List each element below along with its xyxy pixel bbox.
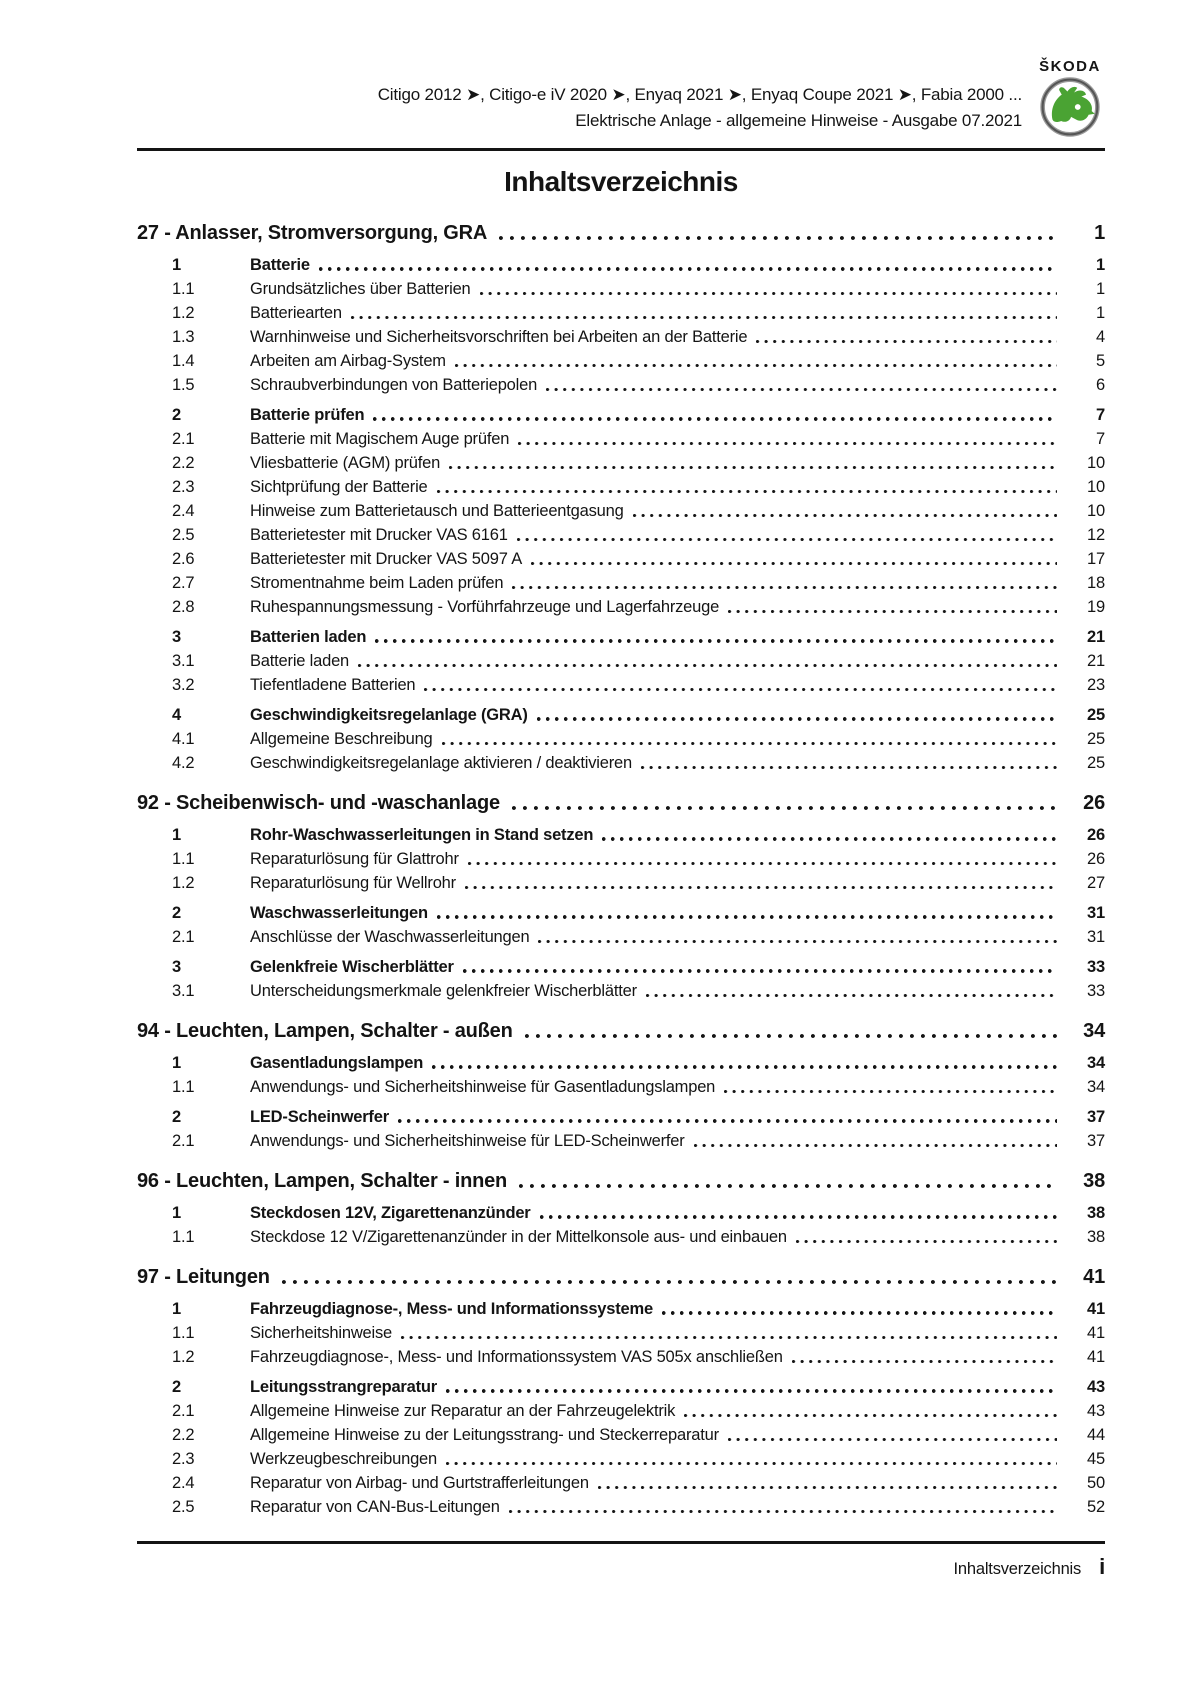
dot-leader <box>480 277 1057 301</box>
toc-entry-row <box>137 625 1105 649</box>
toc-entry-number: 2.1 <box>172 1402 195 1420</box>
toc-chapter-label: 27 - Anlasser, Stromversorgung, GRA <box>137 222 488 244</box>
toc-entry-row <box>137 847 1105 871</box>
toc-entry-page: 5 <box>1096 352 1105 370</box>
toc-entry-title: Anwendungs- und Sicherheitshinweise für LED-Scheinwerfer <box>250 1132 685 1150</box>
toc-entry-title: Leitungsstrangreparatur <box>250 1378 438 1396</box>
toc-entry-title: Tiefentladene Batterien <box>250 676 416 694</box>
toc-chapter-label: 92 - Scheibenwisch- und -waschanlage <box>137 792 500 814</box>
toc-entry-row <box>137 277 1105 301</box>
toc-entry-number: 1 <box>172 1300 181 1318</box>
toc-entry-page: 41 <box>1087 1348 1105 1366</box>
toc-entry-title: Vliesbatterie (AGM) prüfen <box>250 454 441 472</box>
dot-leader <box>446 1447 1057 1471</box>
toc-entry-page: 18 <box>1087 574 1105 592</box>
toc-entry-title: Reparaturlösung für Glattrohr <box>250 850 459 868</box>
dot-leader <box>694 1129 1057 1153</box>
toc-entry-number: 2.7 <box>172 574 195 592</box>
toc-entry-number: 1.1 <box>172 1078 195 1096</box>
dot-leader <box>319 253 1057 277</box>
toc-entry-page: 50 <box>1087 1474 1105 1492</box>
toc-entry-title: Reparaturlösung für Wellrohr <box>250 874 456 892</box>
toc-entry-title: Batterien laden <box>250 628 367 646</box>
toc-entry-row <box>137 253 1105 277</box>
toc-entry-row <box>137 901 1105 925</box>
toc-entry-page: 10 <box>1087 478 1105 496</box>
toc-entry-page: 19 <box>1087 598 1105 616</box>
toc-entry-page: 33 <box>1087 958 1105 976</box>
toc-entry-row <box>137 373 1105 397</box>
dot-leader <box>358 649 1057 673</box>
toc-entry-row <box>137 349 1105 373</box>
footer-page-number: i <box>1099 1554 1105 1579</box>
toc-chapter <box>137 789 1105 1003</box>
toc-entry-number: 3 <box>172 628 181 646</box>
header-text <box>378 82 1022 138</box>
toc-chapter-row <box>137 219 1105 247</box>
toc-entry-row <box>137 871 1105 895</box>
toc-entry-number: 1.2 <box>172 1348 195 1366</box>
toc-entry-number: 2.3 <box>172 478 195 496</box>
skoda-logo-icon <box>1039 76 1101 138</box>
toc-chapter-page: 34 <box>1083 1020 1105 1042</box>
toc-entry-title: Gasentladungslampen <box>250 1054 424 1072</box>
toc-entry-number: 1.5 <box>172 376 195 394</box>
dot-leader <box>662 1297 1057 1321</box>
dot-leader <box>499 219 1057 247</box>
toc-entry-row <box>137 571 1105 595</box>
toc-entry-title: Rohr-Waschwasserleitungen in Stand setzen <box>250 826 594 844</box>
toc-entry-row <box>137 1375 1105 1399</box>
toc-entry-title: Batterie <box>250 256 310 274</box>
toc-entry-row <box>137 979 1105 1003</box>
toc-entry-title: Unterscheidungsmerkmale gelenkfreier Wischerblätter <box>250 982 637 1000</box>
toc-entry-number: 1 <box>172 826 181 844</box>
toc-entry-number: 2.5 <box>172 1498 195 1516</box>
toc-entry-title: Schraubverbindungen von Batteriepolen <box>250 376 538 394</box>
toc-entry-title: Werkzeugbeschreibungen <box>250 1450 438 1468</box>
dot-leader <box>512 571 1057 595</box>
header-rule <box>137 148 1105 151</box>
toc-entry-page: 6 <box>1096 376 1105 394</box>
toc-entry-page: 21 <box>1087 652 1105 670</box>
toc-entry-title: Reparatur von Airbag- und Gurtstrafferleitungen <box>250 1474 589 1492</box>
dot-leader <box>728 1423 1057 1447</box>
toc-entry-number: 2.4 <box>172 502 195 520</box>
toc-entry-title: Steckdosen 12V, Zigarettenanzünder <box>250 1204 531 1222</box>
dot-leader <box>646 979 1057 1003</box>
toc-chapter-page: 26 <box>1083 792 1105 814</box>
dot-leader <box>375 625 1057 649</box>
toc-entry-title: Batteriearten <box>250 304 342 322</box>
toc-entry-title: Hinweise zum Batterietausch und Batterieentgasung <box>250 502 624 520</box>
toc-entry-number: 3 <box>172 958 181 976</box>
toc-entry-number: 2.5 <box>172 526 195 544</box>
toc-entry-number: 1.2 <box>172 304 195 322</box>
toc-entry-page: 38 <box>1087 1228 1105 1246</box>
dot-leader <box>449 451 1057 475</box>
toc-entry-title: Anwendungs- und Sicherheitshinweise für Gasentladungslampen <box>250 1078 716 1096</box>
dot-leader <box>728 595 1057 619</box>
dot-leader <box>432 1051 1057 1075</box>
toc-entry-number: 1.3 <box>172 328 195 346</box>
toc-entry-page: 43 <box>1087 1378 1105 1396</box>
dot-leader <box>463 955 1057 979</box>
toc-entry-row <box>137 301 1105 325</box>
dot-leader <box>468 847 1057 871</box>
toc-chapter <box>137 1017 1105 1153</box>
toc-entry-number: 1.4 <box>172 352 195 370</box>
toc-entry-page: 1 <box>1096 304 1105 322</box>
toc-entry-number: 1.1 <box>172 280 195 298</box>
dot-leader <box>401 1321 1057 1345</box>
dot-leader <box>446 1375 1057 1399</box>
toc-entry-number: 2.8 <box>172 598 195 616</box>
toc-entry-title: Fahrzeugdiagnose-, Mess- und Informationssysteme <box>250 1300 653 1318</box>
toc-chapter <box>137 1167 1105 1249</box>
toc-entry-number: 2.2 <box>172 1426 195 1444</box>
toc-entry-row <box>137 427 1105 451</box>
toc-entry-page: 26 <box>1087 826 1105 844</box>
dot-leader <box>546 373 1057 397</box>
toc-entry-title: Warnhinweise und Sicherheitsvorschriften bei Arbeiten an der Batterie <box>250 328 748 346</box>
toc-entry-number: 2.1 <box>172 1132 195 1150</box>
toc-entry-number: 2 <box>172 1108 181 1126</box>
dot-leader <box>517 523 1057 547</box>
toc-entry-title: Geschwindigkeitsregelanlage aktivieren / deaktivieren <box>250 754 632 772</box>
toc-entry-row <box>137 1447 1105 1471</box>
dot-leader <box>351 301 1057 325</box>
toc-entry-title: Sichtprüfung der Batterie <box>250 478 428 496</box>
dot-leader <box>373 403 1057 427</box>
toc-entry-row <box>137 1105 1105 1129</box>
footer-label: Inhaltsverzeichnis <box>953 1560 1082 1578</box>
toc-entry-number: 2.6 <box>172 550 195 568</box>
toc-entry-number: 2.4 <box>172 1474 195 1492</box>
dot-leader <box>512 789 1057 817</box>
toc-entry-title: Sicherheitshinweise <box>250 1324 393 1342</box>
footer-rule <box>137 1541 1105 1544</box>
toc-entry-page: 1 <box>1096 280 1105 298</box>
toc-entry-page: 34 <box>1087 1054 1105 1072</box>
toc-entry-page: 1 <box>1096 256 1105 274</box>
toc-chapter-row <box>137 1167 1105 1195</box>
page-header <box>0 0 1191 138</box>
dot-leader <box>518 427 1057 451</box>
toc-entry-page: 25 <box>1087 706 1105 724</box>
toc-entry-title: Gelenkfreie Wischerblätter <box>250 958 454 976</box>
toc-entry-row <box>137 523 1105 547</box>
toc-chapter-label: 97 - Leitungen <box>137 1266 270 1288</box>
toc-entry-page: 23 <box>1087 676 1105 694</box>
dot-leader <box>724 1075 1057 1099</box>
toc-entry-page: 17 <box>1087 550 1105 568</box>
toc-entry-number: 4.2 <box>172 754 195 772</box>
dot-leader <box>538 925 1057 949</box>
toc-entry-number: 4.1 <box>172 730 195 748</box>
toc-entry-title: Allgemeine Hinweise zur Reparatur an der Fahrzeugelektrik <box>250 1402 676 1420</box>
toc-entry-page: 43 <box>1087 1402 1105 1420</box>
toc-entry-row <box>137 1345 1105 1369</box>
toc-entry-row <box>137 325 1105 349</box>
toc-entry-page: 44 <box>1087 1426 1105 1444</box>
toc-entry-row <box>137 451 1105 475</box>
toc-entry-title: Arbeiten am Airbag-System <box>250 352 446 370</box>
toc-chapter-page: 38 <box>1083 1170 1105 1192</box>
toc-entry-row <box>137 1321 1105 1345</box>
dot-leader <box>756 325 1057 349</box>
toc-entry-title: Batterie mit Magischem Auge prüfen <box>250 430 510 448</box>
toc-chapter-row <box>137 1017 1105 1045</box>
toc-entry-title: Geschwindigkeitsregelanlage (GRA) <box>250 706 528 724</box>
toc-entry-row <box>137 1297 1105 1321</box>
toc-entry-number: 1.1 <box>172 1228 195 1246</box>
toc-entry-number: 2.3 <box>172 1450 195 1468</box>
dot-leader <box>509 1495 1057 1519</box>
toc-entry-page: 34 <box>1087 1078 1105 1096</box>
dot-leader <box>598 1471 1057 1495</box>
toc-entry-number: 1 <box>172 1054 181 1072</box>
toc-entry-row <box>137 475 1105 499</box>
toc-entry-page: 25 <box>1087 754 1105 772</box>
dot-leader <box>455 349 1057 373</box>
toc-entry-row <box>137 751 1105 775</box>
toc-entry-title: Batterietester mit Drucker VAS 6161 <box>250 526 508 544</box>
toc-entry-page: 27 <box>1087 874 1105 892</box>
toc-entry-row <box>137 1225 1105 1249</box>
skoda-logo <box>1035 58 1105 138</box>
toc-entry-title: Anschlüsse der Waschwasserleitungen <box>250 928 530 946</box>
toc-entry-page: 37 <box>1087 1132 1105 1150</box>
toc-entry-row <box>137 547 1105 571</box>
toc-entry-page: 41 <box>1087 1300 1105 1318</box>
toc-entry-number: 3.1 <box>172 652 195 670</box>
toc-entry-page: 25 <box>1087 730 1105 748</box>
toc-chapter-row <box>137 789 1105 817</box>
toc-entry-page: 31 <box>1087 928 1105 946</box>
toc-entry-title: Fahrzeugdiagnose-, Mess- und Informationssystem VAS 505x anschließen <box>250 1348 783 1366</box>
toc-entry-number: 4 <box>172 706 181 724</box>
toc-entry-number: 2 <box>172 406 181 424</box>
toc-chapter-page: 41 <box>1083 1266 1105 1288</box>
dot-leader <box>792 1345 1057 1369</box>
toc-chapter <box>137 219 1105 775</box>
toc-entry-title: Grundsätzliches über Batterien <box>250 280 471 298</box>
dot-leader <box>602 823 1057 847</box>
toc-entry-row <box>137 1075 1105 1099</box>
toc-chapter-page: 1 <box>1094 222 1105 244</box>
toc-entry-page: 4 <box>1096 328 1105 346</box>
toc-chapter-row <box>137 1263 1105 1291</box>
toc-entry-page: 7 <box>1096 406 1105 424</box>
toc-entry-row <box>137 649 1105 673</box>
toc-entry-title: Reparatur von CAN-Bus-Leitungen <box>250 1498 500 1516</box>
page-title: Inhaltsverzeichnis <box>504 166 738 197</box>
toc-entry-number: 2.1 <box>172 928 195 946</box>
toc-entry-page: 33 <box>1087 982 1105 1000</box>
toc-entry-row <box>137 823 1105 847</box>
toc-entry-row <box>137 403 1105 427</box>
dot-leader <box>531 547 1057 571</box>
toc-entry-page: 41 <box>1087 1324 1105 1342</box>
toc <box>137 219 1105 1519</box>
dot-leader <box>282 1263 1057 1291</box>
toc-entry-title: Waschwasserleitungen <box>250 904 428 922</box>
toc-entry-row <box>137 1471 1105 1495</box>
toc-entry-number: 1 <box>172 1204 181 1222</box>
toc-entry-row <box>137 1399 1105 1423</box>
toc-chapter-label: 96 - Leuchten, Lampen, Schalter - innen <box>137 1170 508 1192</box>
toc-entry-row <box>137 703 1105 727</box>
toc-entry-number: 3.2 <box>172 676 195 694</box>
toc-entry-title: Batterie prüfen <box>250 406 365 424</box>
toc-entry-row <box>137 955 1105 979</box>
toc-chapter <box>137 1263 1105 1519</box>
toc-entry-number: 2.1 <box>172 430 195 448</box>
toc-entry-row <box>137 1423 1105 1447</box>
toc-entry-number: 2 <box>172 904 181 922</box>
dot-leader <box>641 751 1057 775</box>
dot-leader <box>437 475 1057 499</box>
toc-entry-page: 26 <box>1087 850 1105 868</box>
dot-leader <box>398 1105 1057 1129</box>
toc-entry-page: 10 <box>1087 454 1105 472</box>
skoda-wordmark: ŠKODA <box>1039 58 1101 75</box>
toc-entry-number: 1 <box>172 256 181 274</box>
toc-entry-number: 2.2 <box>172 454 195 472</box>
page-footer <box>137 1554 1105 1582</box>
dot-leader <box>525 1017 1057 1045</box>
toc-entry-row <box>137 1051 1105 1075</box>
toc-entry-title: Stromentnahme beim Laden prüfen <box>250 574 504 592</box>
toc-entry-page: 45 <box>1087 1450 1105 1468</box>
header-models-line: Citigo 2012 ➤, Citigo-e iV 2020 ➤, Enyaq 2021 ➤, Enyaq Coupe 2021 ➤, Fabia 2000 ... <box>377 85 1022 104</box>
toc-entry-row <box>137 925 1105 949</box>
dot-leader <box>684 1399 1057 1423</box>
toc-entry-number: 1.1 <box>172 1324 195 1342</box>
toc-entry-page: 31 <box>1087 904 1105 922</box>
toc-entry-row <box>137 1495 1105 1519</box>
toc-entry-number: 1.1 <box>172 850 195 868</box>
dot-leader <box>540 1201 1057 1225</box>
dot-leader <box>633 499 1057 523</box>
toc-entry-page: 38 <box>1087 1204 1105 1222</box>
toc-entry-title: Steckdose 12 V/Zigarettenanzünder in der Mittelkonsole aus- und einbauen <box>250 1228 787 1246</box>
dot-leader <box>437 901 1057 925</box>
toc-entry-page: 7 <box>1096 430 1105 448</box>
toc-entry-row <box>137 727 1105 751</box>
toc-chapter-label: 94 - Leuchten, Lampen, Schalter - außen <box>137 1020 513 1042</box>
toc-entry-title: Allgemeine Hinweise zu der Leitungsstrang- und Steckerreparatur <box>250 1426 719 1444</box>
toc-entry-page: 21 <box>1087 628 1105 646</box>
toc-entry-page: 52 <box>1087 1498 1105 1516</box>
toc-entry-title: Ruhespannungsmessung - Vorführfahrzeuge und Lagerfahrzeuge <box>250 598 720 616</box>
header-subtitle-line: Elektrische Anlage - allgemeine Hinweise - Ausgabe 07.2021 <box>575 111 1022 130</box>
dot-leader <box>537 703 1057 727</box>
toc-entry-title: LED-Scheinwerfer <box>250 1108 389 1126</box>
toc-entry-title: Batterietester mit Drucker VAS 5097 A <box>250 550 522 568</box>
toc-entry-page: 37 <box>1087 1108 1105 1126</box>
toc-entry-page: 10 <box>1087 502 1105 520</box>
toc-entry-row <box>137 1129 1105 1153</box>
dot-leader <box>796 1225 1057 1249</box>
toc-entry-title: Allgemeine Beschreibung <box>250 730 433 748</box>
toc-entry-number: 3.1 <box>172 982 195 1000</box>
toc-entry-row <box>137 1201 1105 1225</box>
toc-entry-number: 1.2 <box>172 874 195 892</box>
toc-entry-page: 12 <box>1087 526 1105 544</box>
dot-leader <box>442 727 1057 751</box>
dot-leader <box>465 871 1057 895</box>
toc-entry-title: Batterie laden <box>250 652 350 670</box>
toc-entry-row <box>137 595 1105 619</box>
toc-entry-row <box>137 499 1105 523</box>
toc-entry-row <box>137 673 1105 697</box>
toc-entry-number: 2 <box>172 1378 181 1396</box>
dot-leader <box>519 1167 1057 1195</box>
dot-leader <box>424 673 1057 697</box>
